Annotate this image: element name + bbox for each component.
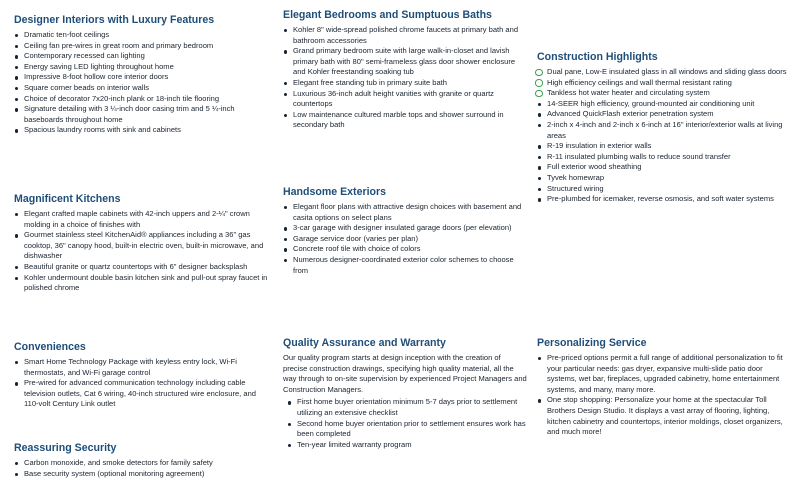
exteriors-section (283, 186, 527, 276)
quality-title: Quality Assurance and Warranty (283, 337, 446, 349)
list-item: Elegant crafted maple cabinets with 42-inch uppers and 2-¼" crown molding in a choice of finishes with (14, 209, 272, 230)
conveniences-title: Conveniences (14, 341, 86, 353)
list-item: Advanced QuickFlash exterior penetration system (537, 109, 789, 120)
list-item: R-11 insulated plumbing walls to reduce sound transfer (537, 152, 789, 163)
list-item: Grand primary bedroom suite with large walk-in-closet and lavish primary bath with 80" semi-frameless glass door shower enclosure and Kohler freestanding soaking tub (283, 46, 527, 78)
kitchens-list (14, 209, 272, 294)
list-item: Low maintenance cultured marble tops and shower surround in secondary bath (283, 110, 527, 131)
quality-intro: Our quality program starts at design inception with the creation of precise construction drawings, specifying high quality material, all the way through to on-site supervision by experienced Project Managers and Construction Managers. (283, 353, 527, 394)
list-item: Spacious laundry rooms with sink and cabinets (14, 125, 272, 136)
construction-section (537, 51, 789, 205)
bedrooms-list (283, 25, 527, 131)
construction-list (537, 67, 789, 99)
list-item: Contemporary recessed can lighting (14, 51, 272, 62)
construction-green-item: Dual pane, Low-E insulated glass in all windows and sliding glass doors (537, 67, 789, 78)
list-item: 14-SEER high efficiency, ground-mounted air conditioning unit (537, 99, 789, 110)
list-item: Second home buyer orientation prior to settlement ensures work has been completed (283, 419, 527, 440)
list-item: Elegant floor plans with attractive design choices with basement and casita options on select plans (283, 202, 527, 223)
list-item: One stop shopping: Personalize your home at the spectacular Toll Brothers Design Studio. It displays a vast array of flooring, lighting, kitchen cabinetry and countertops, interior moldings, closet organizers, and much more! (537, 395, 789, 437)
list-item: Kohler 8" wide-spread polished chrome faucets at primary bath and bathroom accessories (283, 25, 527, 46)
list-item: Smart Home Technology Package with keyless entry lock, Wi-Fi thermostats, and Wi-Fi garage control (14, 357, 272, 378)
construction-list-more (537, 99, 789, 205)
quality-section (283, 337, 527, 450)
personalizing-title: Personalizing Service (537, 337, 647, 349)
list-item: Energy saving LED lighting throughout home (14, 62, 272, 73)
list-item: Ceiling fan pre-wires in great room and primary bedroom (14, 41, 272, 52)
kitchens-section (14, 193, 272, 294)
security-list (14, 458, 272, 479)
list-item: Structured wiring (537, 184, 789, 195)
list-item: Dramatic ten-foot ceilings (14, 30, 272, 41)
list-item: Impressive 8-foot hollow core interior doors (14, 72, 272, 83)
personalizing-section (537, 337, 789, 438)
list-item: Carbon monoxide, and smoke detectors for family safety (14, 458, 272, 469)
list-item: Signature detailing with 3 ¼-inch door casing trim and 5 ¼-inch baseboards throughout home (14, 104, 272, 125)
designer-interiors-list (14, 30, 272, 136)
quality-list (283, 397, 527, 450)
kitchens-title: Magnificent Kitchens (14, 193, 121, 205)
list-item: Pre-plumbed for icemaker, reverse osmosis, and soft water systems (537, 194, 789, 205)
security-title: Reassuring Security (14, 442, 117, 454)
list-item: Choice of decorator 7x20-inch plank or 18-inch tile flooring (14, 94, 272, 105)
bedrooms-section (283, 9, 527, 131)
list-item: Luxurious 36-inch adult height vanities with granite or quartz countertops (283, 89, 527, 110)
personalizing-list (537, 353, 789, 438)
list-item: Kohler undermount double basin kitchen sink and pull-out spray faucet in polished chrome (14, 273, 272, 294)
list-item: Base security system (optional monitoring agreement) (14, 469, 272, 480)
list-item: Full exterior wood sheathing (537, 162, 789, 173)
conveniences-list (14, 357, 272, 410)
construction-green-item: High efficiency ceilings and wall thermal resistant rating (537, 78, 789, 89)
list-item: First home buyer orientation minimum 5-7 days prior to settlement utilizing an extensive checklist (283, 397, 527, 418)
list-item: 3-car garage with designer insulated garage doors (per elevation) (283, 223, 527, 234)
list-item: Beautiful granite or quartz countertops with 6" designer backsplash (14, 262, 272, 273)
exteriors-list (283, 202, 527, 276)
list-item: 2-inch x 4-inch and 2-inch x 6-inch at 16" interior/exterior walls at living areas (537, 120, 789, 141)
list-item: Numerous designer-coordinated exterior color schemes to choose from (283, 255, 527, 276)
list-item: R-19 insulation in exterior walls (537, 141, 789, 152)
list-item: Square corner beads on interior walls (14, 83, 272, 94)
designer-interiors-title: Designer Interiors with Luxury Features (14, 14, 215, 26)
security-section (14, 442, 272, 479)
conveniences-section (14, 341, 272, 410)
list-item: Pre-wired for advanced communication technology including cable television outlets, Cat 6 wiring, 40-inch structured wire enclosure, and 110-volt Century Link outlet (14, 378, 272, 410)
exteriors-title: Handsome Exteriors (283, 186, 387, 198)
list-item: Gourmet stainless steel KitchenAid® appliances including a 36" gas cooktop, 36" canopy hood, built-in electric oven, built-in microwave, and dishwasher (14, 230, 272, 262)
list-item: Elegant free standing tub in primary suite bath (283, 78, 527, 89)
designer-interiors-section (14, 14, 272, 136)
list-item: Concrete roof tile with choice of colors (283, 244, 527, 255)
list-item: Tyvek homewrap (537, 173, 789, 184)
construction-title: Construction Highlights (537, 51, 658, 63)
list-item: Ten-year limited warranty program (283, 440, 527, 451)
bedrooms-title: Elegant Bedrooms and Sumptuous Baths (283, 9, 492, 21)
list-item: Pre-priced options permit a full range of additional personalization to fit your particular needs: gas dryer, expansive multi-slide patio door systems, wet bar, fireplaces, upgraded cabinetry, home entertainment systems, and many, many more. (537, 353, 789, 395)
list-item: Garage service door (varies per plan) (283, 234, 527, 245)
construction-green-item: Tankless hot water heater and circulating system (537, 88, 789, 99)
